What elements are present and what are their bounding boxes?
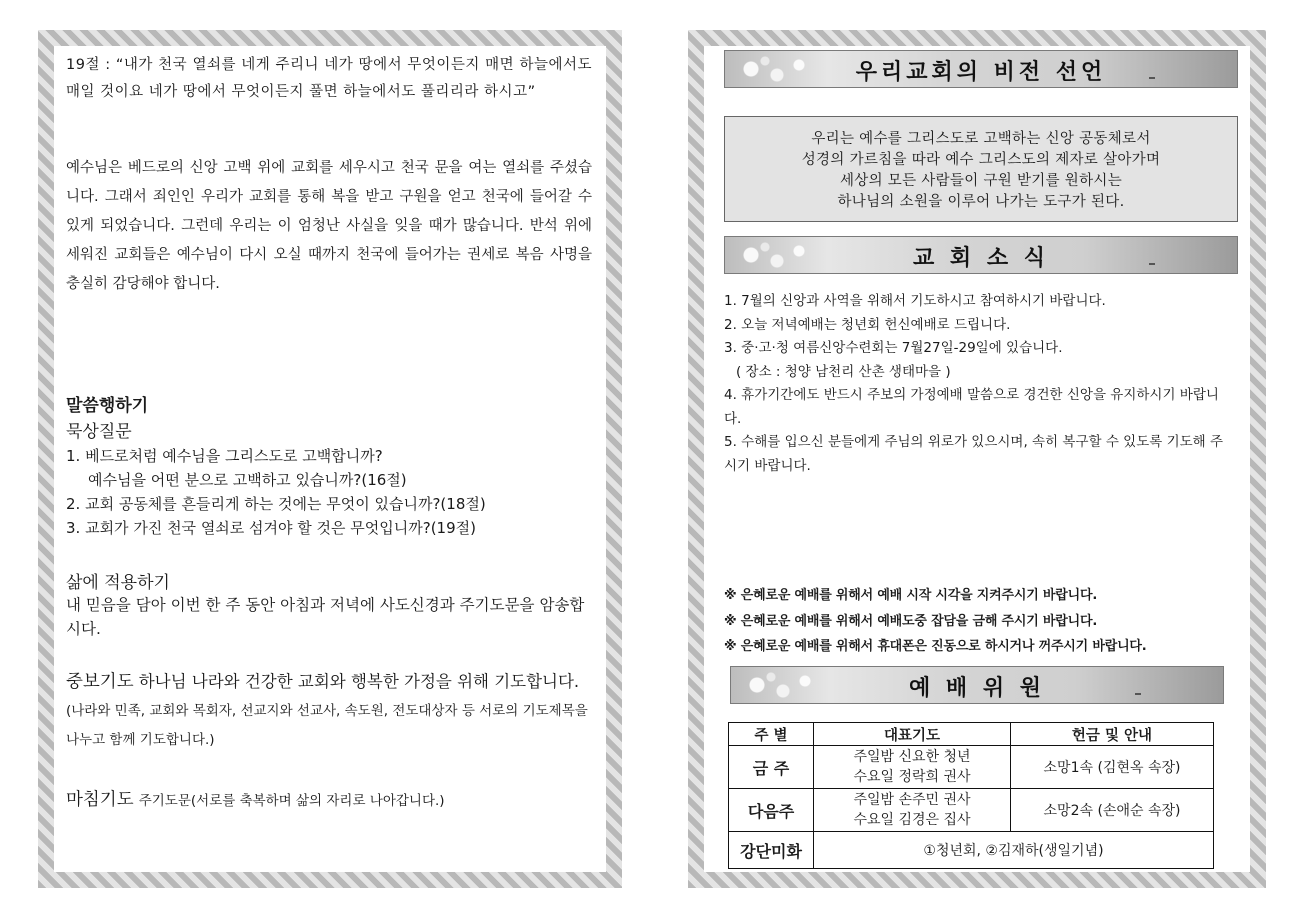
intercession-label: 중보기도: [66, 672, 134, 692]
question-1: 1. 베드로처럼 예수님을 그리스도로 고백합니까?: [66, 447, 383, 465]
prayer-cell: [814, 789, 1011, 832]
header-week: 주 별: [729, 723, 814, 746]
banner-dash: [1135, 693, 1141, 695]
altar-label: 강단미화: [729, 832, 814, 869]
banner-dash: [1149, 263, 1155, 265]
table-row: [729, 746, 1214, 789]
notice-item: ※ 은혜로운 예배를 위해서 예배 시작 시각을 지켜주시기 바랍니다.: [724, 588, 1098, 603]
question-3: 3. 교회가 가진 천국 열쇠로 섬겨야 할 것은 무엇입니까?(19절): [66, 519, 476, 537]
duty-banner: [730, 666, 1224, 704]
notice-item: ※ 은혜로운 예배를 위해서 휴대폰은 진동으로 하시거나 꺼주시기 바랍니다.: [724, 639, 1147, 654]
left-page: [38, 30, 622, 888]
news-title: 교 회 소 식: [913, 246, 1049, 271]
intercession-block: [66, 668, 592, 754]
banner-dash: [1149, 77, 1155, 79]
news-item: 2. 오늘 저녁예배는 청년회 헌신예배로 드립니다.: [724, 316, 1011, 333]
vision-statement: [724, 116, 1238, 222]
verse-text: 19절 : “내가 천국 열쇠를 네게 주리니 네가 땅에서 무엇이든지 매면 하늘에서도 매일 것이요 네가 땅에서 무엇이든지 풀면 하늘에서도 풀리리라 하시고”: [66, 57, 592, 100]
sermon-paragraph: 예수님은 베드로의 신앙 고백 위에 교회를 세우시고 천국 문을 여는 열쇠를 주셨습니다. 그래서 죄인인 우리가 교회를 통해 복을 받고 구원을 얻고 천국에 들어갈 수 있게 되었습니다. 그런데 우리는 이 엄청난 사실을 잊을 때가 많습니다. 반석 위에 세워진 교회들은 예수님이 다시 오실 때까지 천국에 들어가는 권세로 복음 사명을 충실히 감당해야 합니다.: [66, 160, 592, 292]
vision-line: 우리는 예수를 그리스도로 고백하는 신앙 공동체로서: [811, 131, 1151, 147]
vision-title: 우리교회의 비전 선언: [855, 60, 1107, 85]
practice-heading: 말씀행하기: [66, 396, 149, 416]
offering-cell: 소망1속 (김현옥 속장): [1011, 746, 1214, 789]
prayer-line: 수요일 김경은 집사: [853, 812, 971, 828]
week-label: 금 주: [729, 746, 814, 789]
meditation-heading: 묵상질문: [66, 422, 132, 442]
intercession-main: 하나님 나라와 건강한 교회와 행복한 가정을 위해 기도합니다.: [138, 672, 580, 691]
week-label: 다음주: [729, 789, 814, 832]
news-item: 1. 7월의 신앙과 사역을 위해서 기도하시고 참여하시기 바랍니다.: [724, 293, 1106, 309]
question-2: 2. 교회 공동체를 흔들리게 하는 것에는 무엇이 있습니까?(18절): [66, 495, 486, 513]
news-item: 4. 휴가기간에도 반드시 주보의 가정예배 말씀으로 경건한 신앙을 유지하시기 바랍니다.: [724, 387, 1219, 427]
news-banner: [724, 236, 1238, 274]
header-prayer: 대표기도: [814, 723, 1011, 746]
table-header-row: [729, 723, 1214, 746]
table-row: [729, 789, 1214, 832]
news-list: [724, 290, 1224, 478]
closing-label: 마침기도: [66, 790, 134, 810]
vision-banner: [724, 50, 1238, 88]
prayer-line: 주일밤 손주민 권사: [853, 792, 971, 808]
header-offering: 헌금 및 안내: [1011, 723, 1214, 746]
closing-text: 주기도문(서로를 축복하며 삶의 자리로 나아갑니다.): [138, 793, 445, 809]
worship-notices: [724, 583, 1244, 660]
news-item: 5. 수해를 입으신 분들에게 주님의 위로가 있으시며, 속히 복구할 수 있도록 기도해 주시기 바랍니다.: [724, 434, 1224, 474]
vision-line: 세상의 모든 사람들이 구원 받기를 원하시는: [839, 173, 1123, 189]
news-item: ( 장소 : 청양 남천리 산촌 생태마을 ): [736, 363, 951, 380]
vision-line: 하나님의 소원을 이루어 나가는 도구가 된다.: [837, 194, 1125, 210]
prayer-line: 수요일 정락희 권사: [853, 769, 971, 785]
notice-item: ※ 은혜로운 예배를 위해서 예배도중 잡담을 금해 주시기 바랍니다.: [724, 613, 1098, 629]
apply-text: 내 믿음을 담아 이번 한 주 동안 아침과 저녁에 사도신경과 주기도문을 암송합시다.: [66, 596, 585, 638]
question-1b: 예수님을 어떤 분으로 고백하고 있습니까?(16절): [88, 471, 407, 489]
altar-cell: ①청년회, ②김재하(생일기념): [814, 832, 1214, 869]
question-list: [66, 444, 592, 540]
intercession-detail: (나라와 민족, 교회와 목회자, 선교지와 선교사, 속도원, 전도대상자 등 서로의 기도제목을 나누고 함께 기도합니다.): [66, 703, 588, 748]
prayer-cell: [814, 746, 1011, 789]
vision-line: 성경의 가르침을 따라 예수 그리스도의 제자로 살아가며: [801, 152, 1161, 168]
table-row: [729, 832, 1214, 869]
duty-title: 예 배 위 원: [909, 676, 1045, 701]
apply-heading: 삶에 적용하기: [66, 573, 170, 593]
closing-block: [66, 786, 592, 811]
offering-cell: 소망2속 (손애순 속장): [1011, 789, 1214, 832]
news-item: 3. 중·고·청 여름신앙수련회는 7월27일-29일에 있습니다.: [724, 340, 1063, 356]
prayer-line: 주일밤 신요한 청년: [853, 749, 971, 765]
right-page: [688, 30, 1266, 888]
duty-table: [728, 722, 1214, 869]
